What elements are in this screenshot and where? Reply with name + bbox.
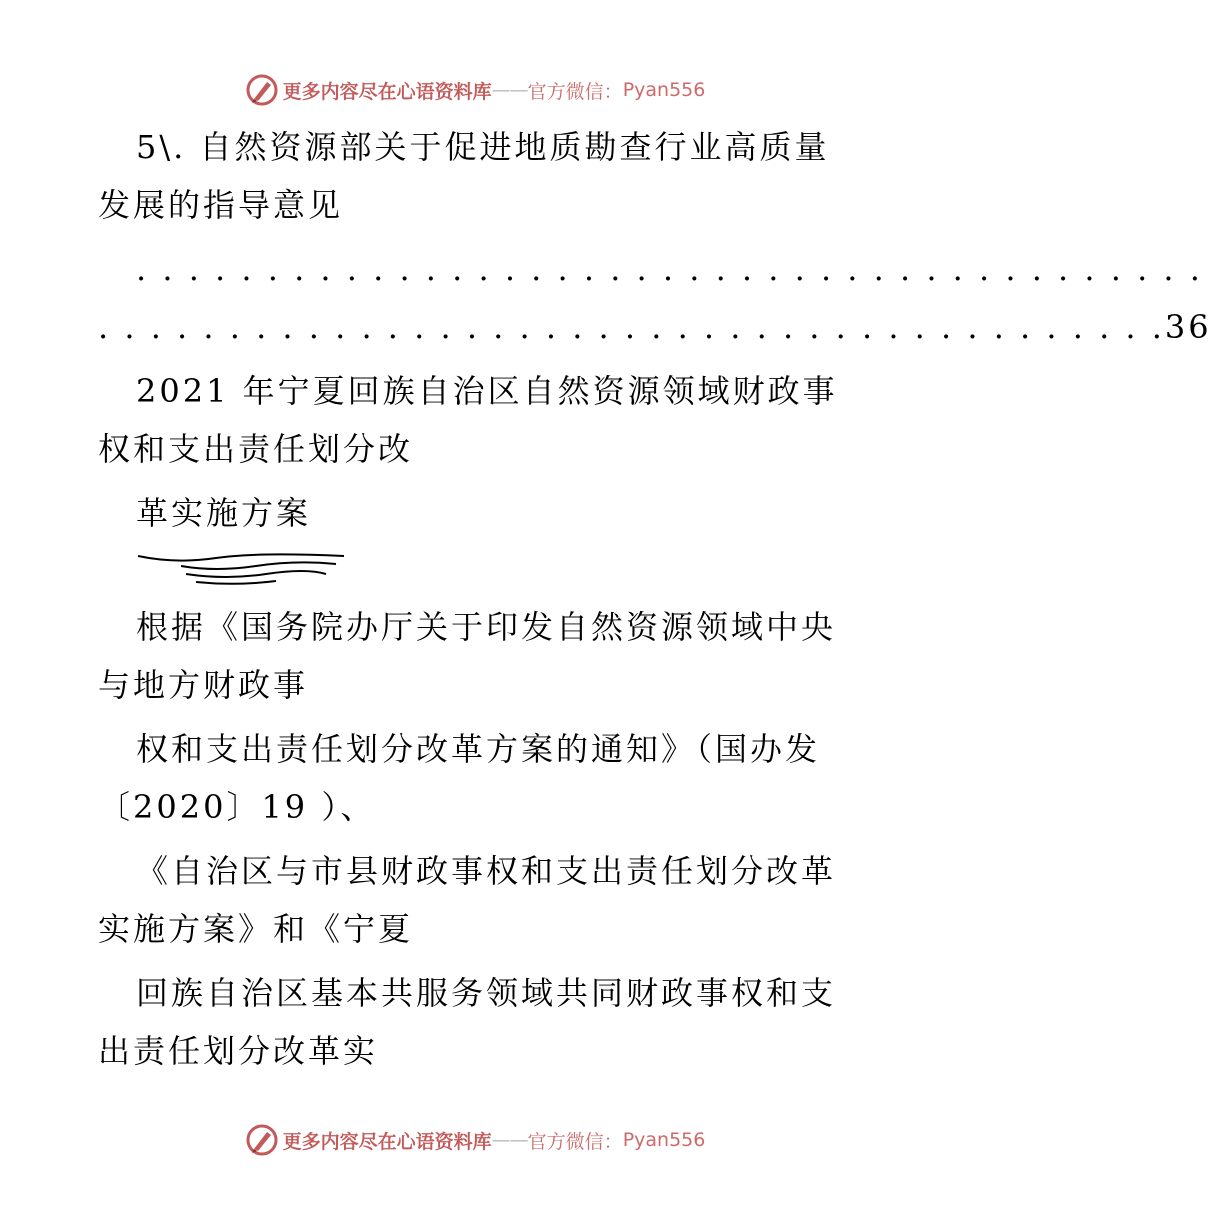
body-paragraph: 回族自治区基本共服务领域共同财政事权和支出责任划分改革实 [98, 974, 837, 1070]
wavy-divider-icon [136, 550, 346, 586]
watermark-account: Pyan556 [622, 79, 706, 101]
document-title-continued: 革实施方案 [136, 494, 312, 532]
footer-watermark [0, 1122, 950, 1158]
header-watermark [0, 72, 950, 108]
watermark-account: Pyan556 [622, 1129, 706, 1151]
watermark-main-text: 更多内容尽在心语资料库 [282, 80, 492, 103]
toc-leader-end [98, 298, 1212, 356]
toc-page-number: 36 [1164, 308, 1212, 346]
document-body [98, 118, 1212, 1086]
watermark-sub-text: 官方微信： [527, 80, 623, 103]
pen-circle-logo-icon [245, 73, 279, 107]
document-title: 2021 年宁夏回族自治区自然资源领域财政事权和支出责任划分改 [98, 372, 838, 468]
pen-circle-logo-icon [245, 1123, 279, 1157]
watermark-separator: —— [491, 79, 528, 101]
toc-leader-line: . . . . . . . . . . . . . . . . . . . . . . . . . . . . . . . . . . . . . . . . . [98, 308, 1165, 346]
watermark-sub-text: 官方微信： [527, 1130, 623, 1153]
body-paragraph: 《自治区与市县财政事权和支出责任划分改革实施方案》和《宁夏 [98, 852, 837, 948]
body-paragraph: 权和支出责任划分改革方案的通知》（国办发〔2020〕19 ）、 [98, 730, 821, 826]
body-paragraph: 根据《国务院办厅关于印发自然资源领域中央与地方财政事 [98, 608, 837, 704]
watermark-separator: —— [491, 1129, 528, 1151]
toc-entry-title: 5\. 自然资源部关于促进地质勘查行业高质量发展的指导意见 [98, 128, 830, 224]
watermark-main-text: 更多内容尽在心语资料库 [282, 1130, 492, 1153]
toc-leader-line: . . . . . . . . . . . . . . . . . . . . . . . . . . . . . . . . . . . . . . . . . [136, 250, 1203, 288]
